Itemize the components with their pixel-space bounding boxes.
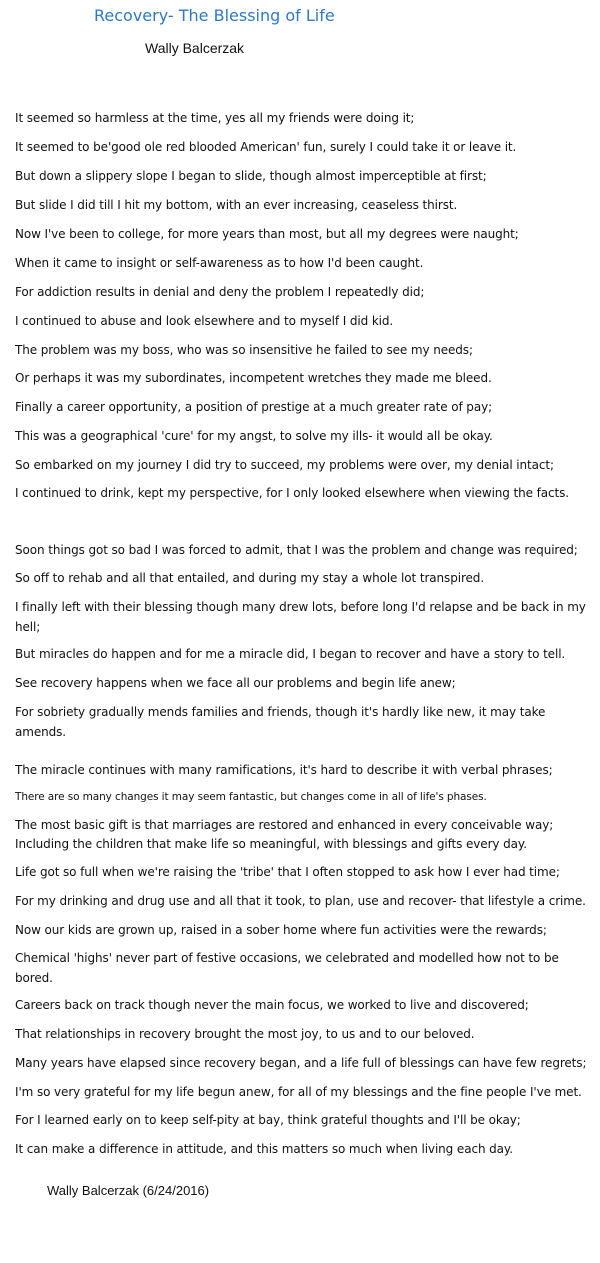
poem-line: Finally a career opportunity, a position of prestige at a much greater rate of pay; (15, 400, 493, 414)
poem-line: Now our kids are grown up, raised in a sober home where fun activities were the rewards; (15, 923, 547, 937)
poem-line: Or perhaps it was my subordinates, incompetent wretches they made me bleed. (15, 371, 492, 385)
poem-line: It can make a difference in attitude, and this matters so much when living each day. (15, 1142, 513, 1156)
poem-line: I continued to drink, kept my perspective, for I only looked elsewhere when viewing the facts. (15, 486, 569, 500)
poem-line: For I learned early on to keep self-pity at bay, think grateful thoughts and I'll be okay; (15, 1113, 521, 1127)
poem-title: Recovery- The Blessing of Life (94, 6, 335, 25)
poem-line: Now I've been to college, for more years than most, but all my degrees were naught; (15, 227, 519, 241)
poem-line: But slide I did till I hit my bottom, with an ever increasing, ceaseless thirst. (15, 198, 458, 212)
poem-line: That relationships in recovery brought the most joy, to us and to our beloved. (15, 1027, 475, 1041)
poem-line: For my drinking and drug use and all that it took, to plan, use and recover- that lifestyle a crime. (15, 894, 586, 908)
poem-line: This was a geographical 'cure' for my angst, to solve my ills- it would all be okay. (15, 429, 493, 443)
poem-line: Life got so full when we're raising the 'tribe' that I often stopped to ask how I ever had time; (15, 865, 560, 879)
poem-line: Chemical 'highs' never part of festive occasions, we celebrated and modelled how not to be bored. (15, 951, 559, 985)
poem-line: The most basic gift is that marriages are restored and enhanced in every conceivable way; (15, 818, 554, 832)
poem-line: There are so many changes it may seem fantastic, but changes come in all of life's phases. (15, 791, 487, 803)
poem-line: I continued to abuse and look elsewhere and to myself I did kid. (15, 314, 394, 328)
poem-line: When it came to insight or self-awareness as to how I'd been caught. (15, 256, 424, 270)
poem-line: For addiction results in denial and deny the problem I repeatedly did; (15, 285, 425, 299)
poem-line: The problem was my boss, who was so insensitive he failed to see my needs; (15, 343, 473, 357)
poem-line: See recovery happens when we face all our problems and begin life anew; (15, 676, 456, 690)
poem-line: Soon things got so bad I was forced to admit, that I was the problem and change was required; (15, 543, 578, 557)
poem-author: Wally Balcerzak (145, 40, 245, 56)
poem-line: Many years have elapsed since recovery began, and a life full of blessings can have few regrets; (15, 1056, 587, 1070)
poem-line: But down a slippery slope I began to slide, though almost imperceptible at first; (15, 169, 487, 183)
poem-line: I'm so very grateful for my life begun anew, for all of my blessings and the fine people I've met. (15, 1085, 582, 1099)
poem-line: I finally left with their blessing though many drew lots, before long I'd relapse and be back in my hell; (15, 600, 586, 634)
poem-line: It seemed so harmless at the time, yes all my friends were doing it; (15, 111, 415, 125)
poem-line: So off to rehab and all that entailed, and during my stay a whole lot transpired. (15, 571, 485, 585)
signature: Wally Balcerzak (6/24/2016) (47, 1183, 210, 1198)
poem-line: For sobriety gradually mends families and friends, though it's hardly like new, it may take amends. (15, 705, 546, 739)
poem-line: Careers back on track though never the main focus, we worked to live and discovered; (15, 998, 529, 1012)
poem-line: So embarked on my journey I did try to succeed, my problems were over, my denial intact; (15, 458, 554, 472)
poem-line: The miracle continues with many ramifications, it's hard to describe it with verbal phrases; (15, 763, 553, 777)
poem-line: But miracles do happen and for me a miracle did, I began to recover and have a story to tell. (15, 647, 566, 661)
poem-line: Including the children that make life so meaningful, with blessings and gifts every day. (15, 837, 527, 851)
poem-line: It seemed to be'good ole red blooded American' fun, surely I could take it or leave it. (15, 140, 517, 154)
